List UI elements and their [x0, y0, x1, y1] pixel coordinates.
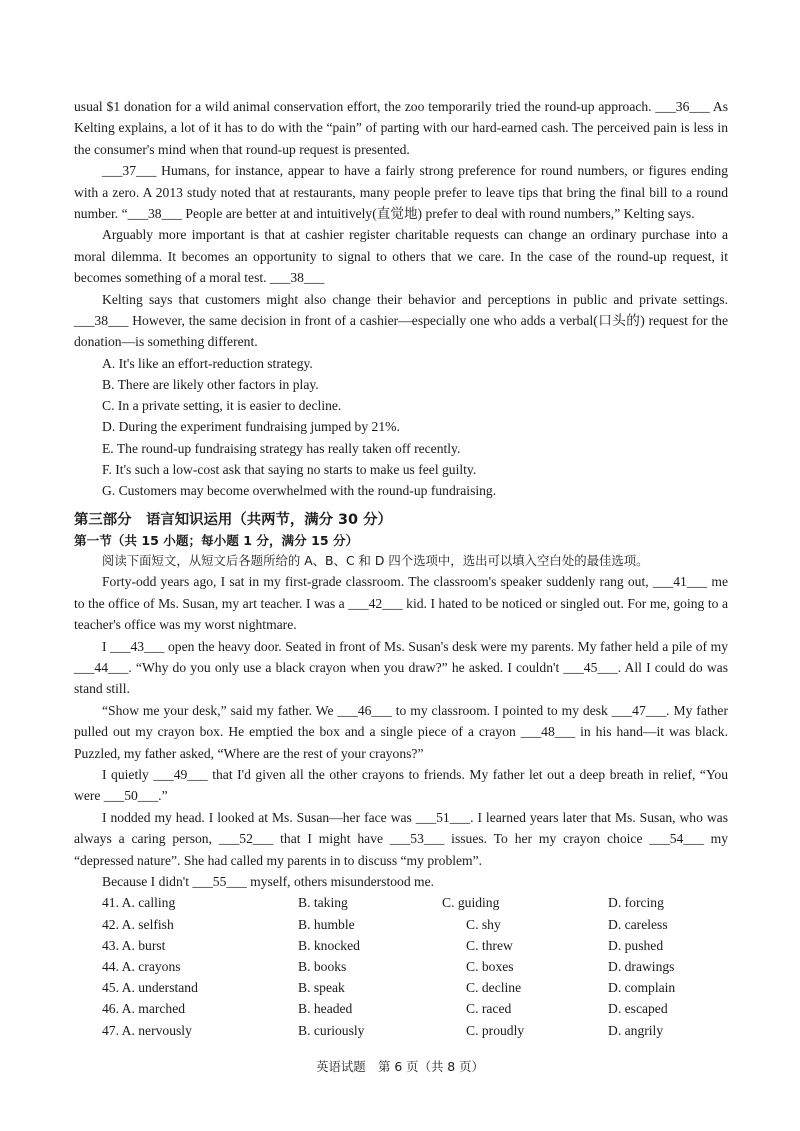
answer-row-47 [74, 1020, 728, 1041]
choice-d: D. forcing [608, 895, 664, 911]
page-content [74, 96, 728, 1041]
cloze-paragraph: I ___43___ open the heavy door. Seated in front of Ms. Susan's desk were my parents. My father held a pile of my ___44___. “Why do you only use a black crayon when you draw?” he asked. I couldn't ___45___. All I could do was stand still. [74, 638, 728, 697]
choice-c: C. threw [466, 937, 513, 953]
choice-a: 41. A. calling [102, 895, 176, 911]
directions-text: 阅读下面短文，从短文后各题所给的 A、B、C 和 D 四个选项中，选出可以填入空白处的最佳选项。 [102, 553, 649, 569]
option-list [74, 353, 728, 501]
choice-a: 42. A. selfish [102, 916, 174, 932]
option-item: A. It's like an effort-reduction strategy. [102, 355, 313, 371]
passage-seven-choose-five [74, 96, 728, 353]
answer-choices [74, 892, 728, 1040]
choice-b: B. taking [298, 895, 348, 911]
choice-a: 47. A. nervously [102, 1022, 192, 1038]
section-one-heading: 第一节（共 15 小题；每小题 1 分，满分 15 分） [74, 533, 359, 549]
option-item: D. During the experiment fundraising jumped by 21%. [102, 419, 400, 435]
option-item: F. It's such a low-cost ask that saying no starts to make us feel guilty. [102, 461, 477, 477]
choice-b: B. books [298, 959, 347, 974]
passage-paragraph: usual $1 donation for a wild animal conservation effort, the zoo temporarily tried the round-up approach. ___36___ As Kelting explains, a lot of it has to do with the “pain” of parting with our hard-earned cash. The perceived pain is less in the consumer's mind when that round-up request is presented. [74, 99, 728, 157]
cloze-paragraph: I nodded my head. I looked at Ms. Susan—her face was ___51___. I learned years later that Ms. Susan, who was always a caring person, ___52___ that I might have ___53___ issues. To her my crayon choice ___54___ my “depressed nature”. She had called my parents in to discuss “my problem”. [74, 809, 728, 868]
option-item: E. The round-up fundraising strategy has really taken off recently. [102, 440, 461, 456]
choice-b: B. headed [298, 1001, 353, 1017]
choice-a: 44. A. crayons [102, 959, 181, 974]
choice-c: C. shy [466, 916, 501, 932]
choice-c: C. proudly [466, 1022, 525, 1038]
page-footer: 英语试题 第 6 页（共 8 页） [316, 1059, 484, 1074]
cloze-paragraph: I quietly ___49___ that I'd given all the other crayons to friends. My father let out a deep breath in relief, “You were ___50___.” [74, 766, 728, 804]
passage-paragraph: ___37___ Humans, for instance, appear to have a fairly strong preference for round numbers, or figures ending with a zero. A 2013 study noted that at restaurants, many people prefer to leave tips that bring the final bill to a round number. “___38___ People are better at and intuitively(直觉地) prefer to deal with round numbers,” Kelting says. [74, 163, 728, 222]
cloze-paragraph: Because I didn't ___55___ myself, others misunderstood me. [102, 873, 435, 889]
option-item: C. In a private setting, it is easier to decline. [102, 398, 342, 414]
choice-d: D. pushed [608, 937, 664, 953]
cloze-passage [74, 571, 728, 892]
choice-b: B. humble [298, 916, 355, 932]
choice-b: B. knocked [298, 937, 360, 953]
part-three-heading: 第三部分 语言知识运用（共两节，满分 30 分） [74, 512, 392, 529]
cloze-paragraph: Forty-odd years ago, I sat in my first-grade classroom. The classroom's speaker suddenly rang out, ___41___ me to the office of Ms. Susan, my art teacher. I was a ___42___ kid. I hated to be noticed or singled out. For me, going to a teacher's office was my worst nightmare. [74, 574, 728, 633]
choice-c: C. decline [466, 980, 522, 996]
choice-c: C. guiding [442, 895, 500, 911]
answer-row-44 [74, 956, 728, 977]
answer-row-43 [74, 935, 728, 956]
choice-d: D. escaped [608, 1001, 668, 1017]
option-item: G. Customers may become overwhelmed with the round-up fundraising. [102, 483, 497, 499]
answer-row-46 [74, 998, 728, 1019]
passage-paragraph: Kelting says that customers might also change their behavior and perceptions in public and private settings. ___38___ However, the same decision in front of a cashier—especially one who adds a verbal(口头的) request for the donation—is something different. [74, 291, 728, 350]
option-item: B. There are likely other factors in play. [102, 377, 319, 393]
choice-a: 45. A. understand [102, 980, 198, 996]
choice-d: D. careless [608, 916, 668, 932]
choice-d: D. drawings [608, 959, 675, 974]
answer-row-41 [74, 892, 728, 913]
choice-c: C. raced [466, 1001, 512, 1017]
choice-b: B. curiously [298, 1022, 365, 1038]
choice-c: C. boxes [466, 959, 514, 974]
choice-a: 43. A. burst [102, 937, 166, 953]
passage-paragraph: Arguably more important is that at cashier register charitable requests can change an ordinary purchase into a moral dilemma. It becomes an opportunity to signal to others that we care. In the case of the round-up request, it becomes something of a moral test. ___38___ [74, 227, 728, 286]
choice-d: D. angrily [608, 1022, 664, 1038]
answer-row-42 [74, 914, 728, 935]
choice-d: D. complain [608, 980, 676, 996]
choice-b: B. speak [298, 980, 345, 996]
cloze-paragraph: “Show me your desk,” said my father. We ___46___ to my classroom. I pointed to my desk ___47___. My father pulled out my crayon box. He emptied the box and a single piece of a crayon ___48___ in his hand—it was black. Puzzled, my father asked, “Where are the rest of your crayons?” [74, 702, 728, 761]
choice-a: 46. A. marched [102, 1001, 186, 1017]
answer-row-45 [74, 977, 728, 998]
